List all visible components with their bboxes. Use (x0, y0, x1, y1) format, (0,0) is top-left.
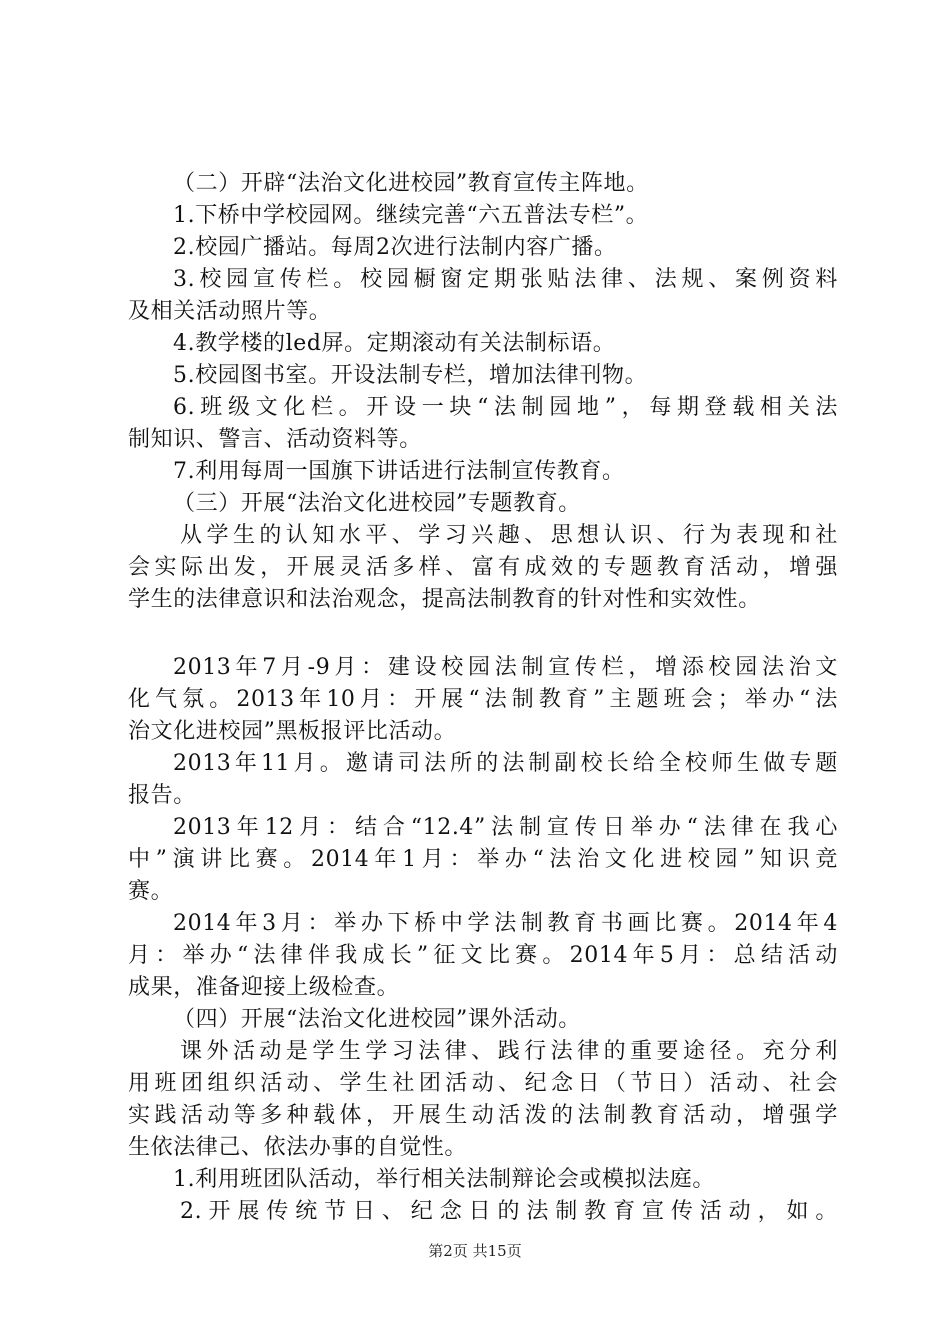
schedule-line: 2013年12月：结合“12.4”法制宣传日举办“法律在我心 (173, 815, 838, 840)
list-item: 1.利用班团队活动，举行相关法制辩论会或模拟法庭。 (173, 1167, 715, 1192)
section-heading-4: （四）开展“法治文化进校园”课外活动。 (173, 1007, 581, 1032)
paragraph-line: 从学生的认知水平、学习兴趣、思想认识、行为表现和社 (180, 523, 838, 548)
schedule-line: 中”演讲比赛。2014年1月：举办“法治文化进校园”知识竞 (128, 847, 838, 872)
list-item-continuation: 及相关活动照片等。 (128, 299, 332, 324)
schedule-line: 月：举办“法律伴我成长”征文比赛。2014年5月：总结活动 (128, 943, 838, 968)
section-heading-2: （二）开辟“法治文化进校园”教育宣传主阵地。 (173, 171, 649, 196)
list-item-continuation: 制知识、警言、活动资料等。 (128, 427, 422, 452)
schedule-line: 成果，准备迎接上级检查。 (128, 975, 400, 1000)
schedule-line: 2013年7月-9月：建设校园法制宣传栏，增添校园法治文 (173, 655, 838, 680)
list-item: 5.校园图书室。开设法制专栏，增加法律刊物。 (173, 363, 648, 388)
list-item: 1.下桥中学校园网。继续完善“六五普法专栏”。 (173, 203, 649, 228)
schedule-line: 化气氛。2013年10月：开展“法制教育”主题班会；举办“法 (128, 687, 838, 712)
list-item: 4.教学楼的led屏。定期滚动有关法制标语。 (173, 331, 616, 356)
paragraph-line: 实践活动等多种载体，开展生动活泼的法制教育活动，增强学 (128, 1103, 838, 1128)
schedule-line: 治文化进校园”黑板报评比活动。 (128, 719, 457, 744)
paragraph-line: 用班团组织活动、学生社团活动、纪念日（节日）活动、社会 (128, 1071, 838, 1096)
list-item: 7.利用每周一国旗下讲话进行法制宣传教育。 (173, 459, 625, 484)
list-item: 6.班级文化栏。开设一块“法制园地”，每期登载相关法 (173, 395, 838, 420)
schedule-line: 2013年11月。邀请司法所的法制副校长给全校师生做专题 (173, 751, 838, 776)
list-item: 2.校园广播站。每周2次进行法制内容广播。 (173, 235, 617, 260)
schedule-line: 2014年3月：举办下桥中学法制教育书画比赛。2014年4 (173, 911, 838, 936)
schedule-line: 赛。 (128, 879, 174, 904)
paragraph-line: 课外活动是学生学习法律、践行法律的重要途径。充分利 (180, 1039, 838, 1064)
paragraph-line: 学生的法律意识和法治观念，提高法制教育的针对性和实效性。 (128, 587, 761, 612)
paragraph-line: 会实际出发，开展灵活多样、富有成效的专题教育活动，增强 (128, 555, 838, 580)
schedule-line: 报告。 (128, 783, 196, 808)
paragraph-line: 生依法律己、依法办事的自觉性。 (128, 1135, 468, 1160)
page-number-footer: 第2页 共15页 (428, 1242, 522, 1260)
paragraph-gap (128, 616, 838, 652)
list-item: 3.校园宣传栏。校园橱窗定期张贴法律、法规、案例资料 (173, 267, 838, 292)
list-item: 2.开展传统节日、纪念日的法制教育宣传活动，如。 (180, 1199, 838, 1224)
section-heading-3: （三）开展“法治文化进校园”专题教育。 (173, 491, 581, 516)
document-body (128, 168, 838, 1228)
